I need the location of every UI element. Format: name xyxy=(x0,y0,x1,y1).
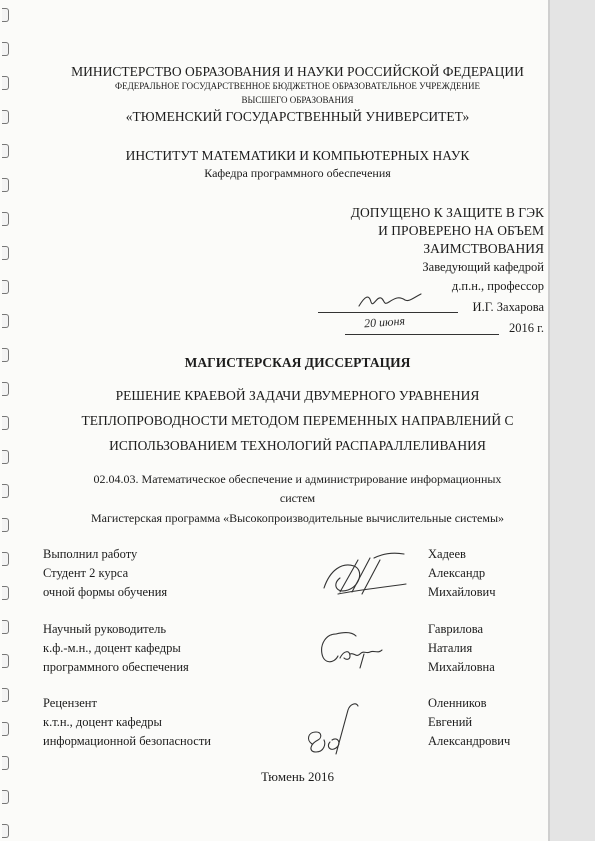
reviewer-patronymic: Александрович xyxy=(428,734,511,748)
role-label-line-1: Выполнил работу xyxy=(43,547,138,561)
reviewer-first-name: Евгений xyxy=(428,715,473,729)
binding-hole xyxy=(2,586,9,600)
approval-date-line xyxy=(345,334,499,335)
binding-hole xyxy=(2,212,9,226)
binding-hole xyxy=(2,756,9,770)
thesis-title-line-1: РЕШЕНИЕ КРАЕВОЙ ЗАДАЧИ ДВУМЕРНОГО УРАВНЕНИЯ xyxy=(115,388,480,403)
program-name: Магистерская программа «Высокопроизводительные вычислительные системы» xyxy=(90,511,505,525)
department-name: Кафедра программного обеспечения xyxy=(204,166,391,180)
binding-hole xyxy=(2,824,9,838)
binding-hole xyxy=(2,552,9,566)
student-signature xyxy=(318,548,413,608)
role-label-line-3: очной формы обучения xyxy=(43,585,168,599)
binding-hole xyxy=(2,722,9,736)
role-label-line-3: программного обеспечения xyxy=(43,660,189,674)
supervisor-first-name: Наталия xyxy=(428,641,473,655)
reviewer-signature xyxy=(296,698,366,762)
approval-name: И.Г. Захарова xyxy=(472,300,544,314)
institution-line-1: ФЕДЕРАЛЬНОЕ ГОСУДАРСТВЕННОЕ БЮДЖЕТНОЕ ОБРАЗОВАТЕЛЬНОЕ УЧРЕЖДЕНИЕ xyxy=(114,81,480,91)
thesis-title-line-3: ИСПОЛЬЗОВАНИЕМ ТЕХНОЛОГИЙ РАСПАРАЛЛЕЛИВАНИЯ xyxy=(109,438,486,453)
student-first-name: Александр xyxy=(428,566,486,580)
binding-hole xyxy=(2,280,9,294)
role-label-line-2: к.ф.-м.н., доцент кафедры xyxy=(43,641,181,655)
role-label-line-2: к.т.н., доцент кафедры xyxy=(43,715,162,729)
role-label-line-1: Рецензент xyxy=(43,696,97,710)
approval-line-1: ДОПУЩЕНО К ЗАЩИТЕ В ГЭК xyxy=(350,205,544,220)
city-year: Тюмень 2016 xyxy=(261,769,334,784)
binding-hole xyxy=(2,246,9,260)
work-type: МАГИСТЕРСКАЯ ДИССЕРТАЦИЯ xyxy=(184,355,411,370)
binding-hole xyxy=(2,8,9,22)
ministry-line: МИНИСТЕРСТВО ОБРАЗОВАНИЯ И НАУКИ РОССИЙСКОЙ ФЕДЕРАЦИИ xyxy=(71,64,524,79)
binding-hole xyxy=(2,42,9,56)
institute-name: ИНСТИТУТ МАТЕМАТИКИ И КОМПЬЮТЕРНЫХ НАУК xyxy=(125,148,470,163)
binding-hole xyxy=(2,178,9,192)
binding-hole xyxy=(2,688,9,702)
role-label-line-1: Научный руководитель xyxy=(43,622,167,636)
specialty-line-2: систем xyxy=(279,491,316,505)
binding-hole xyxy=(2,654,9,668)
approval-year: 2016 г. xyxy=(509,321,544,335)
role-label-line-2: Студент 2 курса xyxy=(43,566,129,580)
student-surname: Хадеев xyxy=(428,547,466,561)
binding-hole xyxy=(2,790,9,804)
approval-line-3: ЗАИМСТВОВАНИЯ xyxy=(423,241,544,256)
institution-line-2: ВЫСШЕГО ОБРАЗОВАНИЯ xyxy=(241,95,354,105)
role-label-line-3: информационной безопасности xyxy=(43,734,211,748)
binding-hole xyxy=(2,620,9,634)
approval-degree: д.п.н., профессор xyxy=(451,279,544,293)
supervisor-patronymic: Михайловна xyxy=(428,660,495,674)
head-signature xyxy=(355,288,425,314)
approval-date-handwritten: 20 июня xyxy=(363,313,406,331)
university-name: «ТЮМЕНСКИЙ ГОСУДАРСТВЕННЫЙ УНИВЕРСИТЕТ» xyxy=(125,109,470,124)
student-patronymic: Михайлович xyxy=(428,585,496,599)
supervisor-signature xyxy=(314,624,386,672)
approval-role: Заведующий кафедрой xyxy=(422,260,544,274)
specialty-line-1: 02.04.03. Математическое обеспечение и администрирование информационных xyxy=(93,472,502,486)
approval-line-2: И ПРОВЕРЕНО НА ОБЪЕМ xyxy=(378,223,544,238)
supervisor-surname: Гаврилова xyxy=(428,622,484,636)
binding-hole xyxy=(2,314,9,328)
thesis-title-line-2: ТЕПЛОПРОВОДНОСТИ МЕТОДОМ ПЕРЕМЕННЫХ НАПРАВЛЕНИЙ С xyxy=(81,413,514,428)
reviewer-surname: Оленников xyxy=(428,696,487,710)
